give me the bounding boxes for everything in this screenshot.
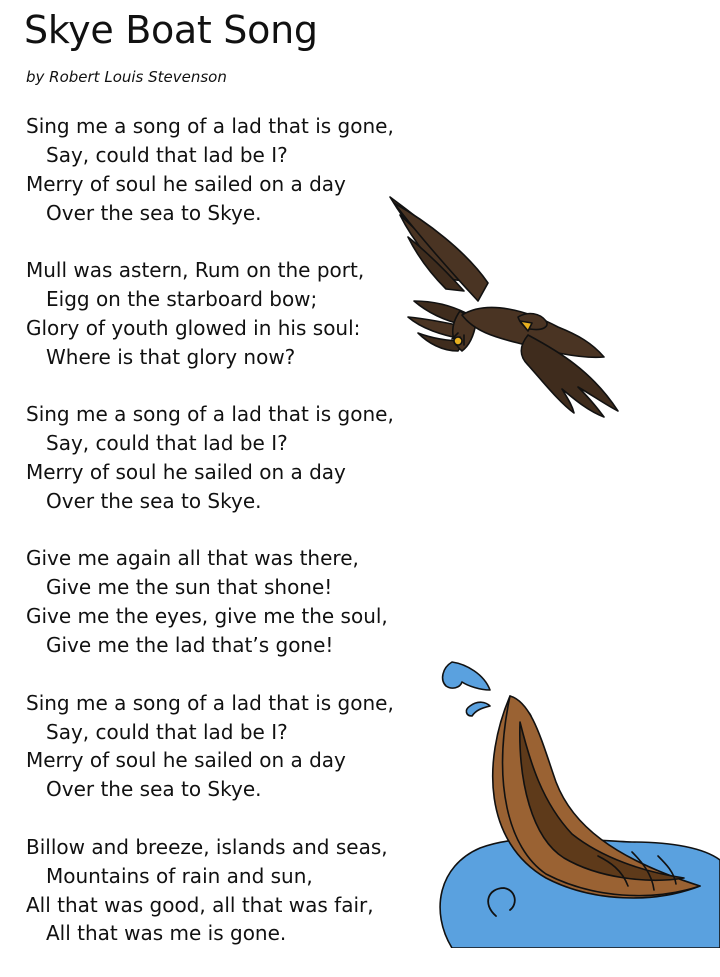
poem-line: Where is that glory now?: [46, 344, 296, 369]
stanza: [26, 689, 426, 805]
poem-line: Mountains of rain and sun,: [46, 863, 313, 888]
poem-line: All that was good, all that was fair,: [26, 892, 374, 917]
poem-line: Sing me a song of a lad that is gone,: [26, 690, 394, 715]
poem-line: Say, could that lad be I?: [46, 142, 288, 167]
poem-line: Merry of soul he sailed on a day: [26, 171, 346, 196]
stanza: [26, 400, 426, 516]
poem-line: Say, could that lad be I?: [46, 719, 288, 744]
poem-line: Sing me a song of a lad that is gone,: [26, 402, 394, 427]
poem-line: Over the sea to Skye.: [46, 777, 262, 802]
poem-line: Over the sea to Skye.: [46, 488, 262, 513]
poem-line: Give me the lad that’s gone!: [46, 633, 334, 658]
poem-line: Billow and breeze, islands and seas,: [26, 834, 388, 859]
poem-line: Eigg on the starboard bow;: [46, 287, 318, 312]
poem-line: Glory of youth glowed in his soul:: [26, 315, 361, 340]
poem-line: Say, could that lad be I?: [46, 431, 288, 456]
poem-line: Mull was astern, Rum on the port,: [26, 258, 365, 283]
stanza: [26, 833, 426, 949]
poem-line: Give me again all that was there,: [26, 546, 359, 571]
stanza: [26, 256, 426, 372]
stanza: [26, 112, 426, 228]
poem-line: Merry of soul he sailed on a day: [26, 748, 346, 773]
poem-line: Over the sea to Skye.: [46, 200, 262, 225]
poem-line: Merry of soul he sailed on a day: [26, 460, 346, 485]
poem-title: Skye Boat Song: [24, 8, 318, 52]
poem-line: Give me the eyes, give me the soul,: [26, 604, 388, 629]
eagle-illustration: [378, 175, 640, 421]
poem-byline: by Robert Louis Stevenson: [26, 68, 227, 86]
poem-line: All that was me is gone.: [46, 921, 287, 946]
poem-line: Sing me a song of a lad that is gone,: [26, 114, 394, 138]
poem-line: Give me the sun that shone!: [46, 575, 333, 600]
poem-body: [26, 112, 426, 977]
boat-illustration: [422, 652, 720, 948]
stanza: [26, 544, 426, 660]
